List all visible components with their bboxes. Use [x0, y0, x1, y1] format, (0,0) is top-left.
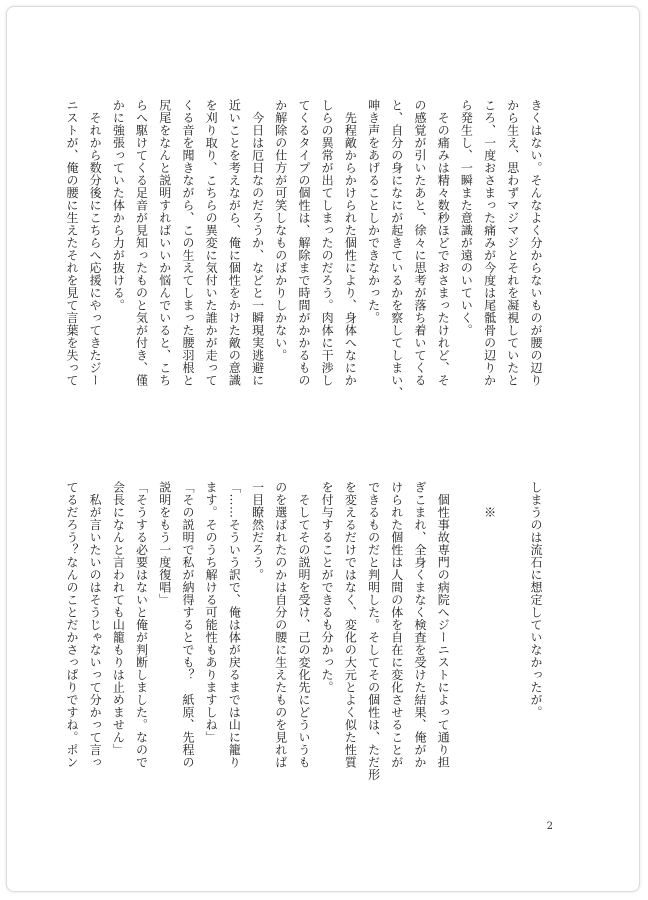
text-column: てくるタイプの個性は、解除まで時間がかかるもの: [296, 99, 311, 387]
text-column: 説明をもう一度復唱」: [157, 481, 172, 606]
text-column: しまうのは流石に想定していなかったが。: [529, 481, 543, 719]
text-column: 個性事故専門の病院へジーニストによって通り担: [436, 481, 451, 769]
text-column: 今日は厄日なのだろうか、などと一瞬現実逃避に: [250, 99, 265, 387]
text-column: 「……そういう訳で、俺は体が戻るまでは山に籠り: [227, 481, 242, 769]
text-column: 私が言いたいのはそうじゃないって分かって言っ: [88, 481, 103, 769]
page-number: 2: [546, 821, 553, 832]
text-column: 会長になんと言われても山籠もりは止めません」: [111, 481, 126, 756]
text-column: ニストが、俺の腰に生えたそれを見て言葉を失って: [64, 99, 79, 387]
text-column: 「そうする必要はないと俺が判断しました。なので: [134, 481, 149, 769]
text-block-bottom: [60, 481, 547, 811]
text-column: きくはない。そんなよく分からないものが腰の辺り: [529, 99, 543, 387]
text-column: [501, 481, 524, 811]
text-column: らへ駆けてくる足音が見知ったものと気が付き、僅: [134, 99, 149, 387]
text-column: それから数分後にこちらへ応援にやってきたジー: [88, 99, 103, 387]
text-column: ※: [482, 481, 497, 519]
text-column: を刈り取り、こちらの異変に気付いた誰かが走って: [204, 99, 219, 387]
text-column: ら発生し、一瞬また意識が遠のいていく。: [459, 99, 474, 337]
text-column: 一目瞭然だろう。: [250, 481, 265, 581]
text-column: けられた個性は人間の体を自在に変化させることが: [389, 481, 404, 769]
text-column: てるだろう？なんのことだかさっぱりですね。ポン: [64, 481, 79, 769]
text-column: できるものだと判明した。そしてその個性は、ただ形: [366, 481, 381, 781]
text-column: を変えるだけではなく、変化の大元とよく似た性質: [343, 481, 358, 769]
text-column: くる音を聞きながら、この生えてしまった腰羽根と: [180, 99, 195, 387]
text-column: 先程敵からかけられた個性により、身体へなにか: [343, 99, 358, 387]
text-column: と、自分の身になにが起きているかを察してしまい、: [389, 99, 404, 399]
text-column: ころ、一度おさまった痛みが今度は尾骶骨の辺りか: [482, 99, 497, 387]
text-column: か解除の仕方が可笑しなものばかりしかない。: [273, 99, 288, 362]
text-column: 尻尾をなんと説明すればいいか悩んでいると、こち: [157, 99, 172, 387]
text-column: 近いことを考えながら、俺に個性をかけた敵の意識: [227, 99, 242, 387]
text-column: [454, 481, 477, 811]
text-column: しらの異常が出てしまったのだろう。肉体に干渉し: [320, 99, 335, 387]
text-column: を付与することができるも分かった。: [320, 481, 335, 694]
text-column: の感覚が引いたあと、徐々に思考が落ち着いてくる: [412, 99, 427, 387]
text-column: かに強張っていた体から力が抜ける。: [111, 99, 126, 312]
text-column: ぎこまれ、全身くまなく検査を受けた結果、俺がか: [412, 481, 427, 769]
text-column: 「その説明で私が納得するとでも？ 紙原、先程の: [180, 481, 195, 769]
text-column: から生え、思わずマジマジとそれを凝視していたと: [505, 99, 520, 387]
text-column: その痛みは精々数秒ほどでおさまったけれど、そ: [436, 99, 451, 387]
text-block-top: [60, 99, 547, 429]
document-page: [6, 6, 640, 892]
text-column: 呻き声をあげることしかできなかった。: [366, 99, 381, 324]
text-column: そしてその説明を受け、己の変化先にどういうも: [296, 481, 311, 769]
text-column: ます。そのうち解ける可能性もありますしね」: [204, 481, 219, 744]
text-column: のを選ばれたのかは自分の腰に生えたものを見れば: [273, 481, 288, 769]
